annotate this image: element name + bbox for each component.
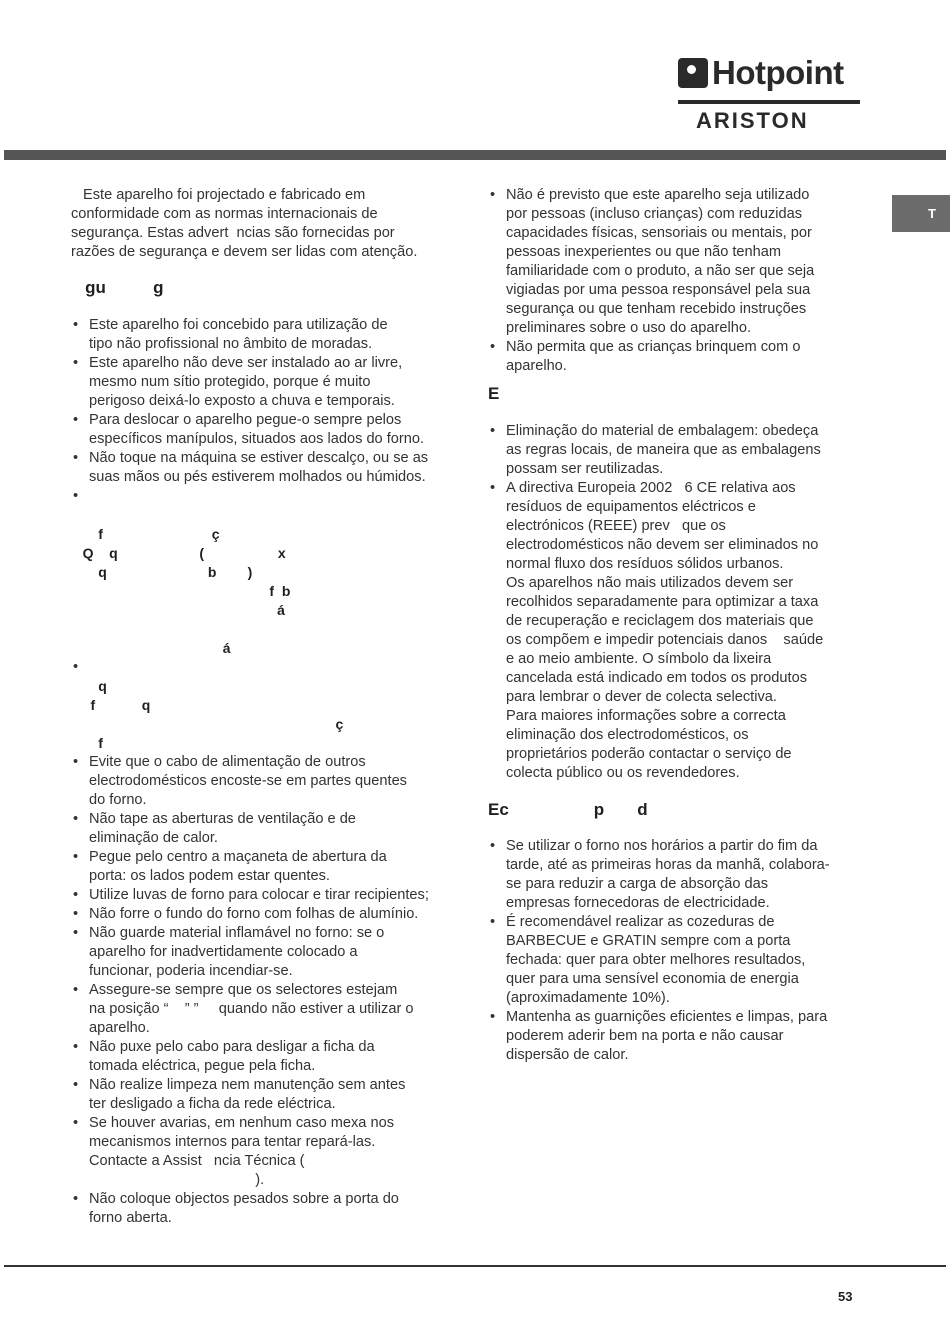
list-item-line: poderem aderir bem na porta e não causar xyxy=(506,1028,784,1044)
list-item-line: mecanismos internos para tentar repará-las. xyxy=(89,1134,376,1150)
list-item xyxy=(71,1076,449,1114)
list-item-line: (aproximadamente 10%). xyxy=(506,990,670,1006)
bullet-icon: • xyxy=(73,982,79,998)
footer-divider xyxy=(4,1265,946,1267)
bullet-icon: • xyxy=(73,849,79,865)
list-item-line: suas mãos ou pés estiverem molhados ou húmidos. xyxy=(89,469,426,485)
list-item-line: Este aparelho foi concebido para utilização de xyxy=(89,317,388,333)
list-item xyxy=(71,848,449,886)
garbled-line xyxy=(71,658,449,677)
list-item xyxy=(71,449,449,487)
list-item-line: resíduos de equipamentos eléctricos e xyxy=(506,499,756,515)
list-item xyxy=(71,1038,449,1076)
list-item-line: pessoas inexperientes ou que não tenham xyxy=(506,244,782,260)
list-item-line: quer para uma sensível economia de energia xyxy=(506,971,799,987)
right-column xyxy=(488,186,860,1065)
list-item xyxy=(488,1008,860,1065)
list-item-line: Os aparelhos não mais utilizados devem ser xyxy=(506,575,794,591)
brand-sub: ARISTON xyxy=(696,108,809,133)
garbled-line: f b xyxy=(71,583,291,599)
list-item-line: funcionar, poderia incendiar-se. xyxy=(89,963,293,979)
bullet-icon: • xyxy=(490,480,496,496)
safety-list-3 xyxy=(488,186,860,376)
intro-paragraph xyxy=(71,186,449,262)
list-item-line: as regras locais, de maneira que as embalagens xyxy=(506,442,821,458)
garbled-line: q xyxy=(71,678,107,694)
list-item xyxy=(71,658,449,753)
list-item-line: Não forre o fundo do forno com folhas de alumínio. xyxy=(89,906,419,922)
list-item-line: Se utilizar o forno nos horários a partir do fim da xyxy=(506,838,818,854)
list-item-line: para lembrar o dever de colecta selectiva. xyxy=(506,689,777,705)
list-item-line: Não puxe pelo cabo para desligar a ficha da xyxy=(89,1039,375,1055)
list-item xyxy=(488,913,860,1008)
list-item-line: na posição “ ” ” quando não estiver a utilizar o xyxy=(89,1001,414,1017)
garbled-line: f q xyxy=(71,697,151,713)
list-item-line: capacidades físicas, sensoriais ou mentais, por xyxy=(506,225,812,241)
garbled-line: f xyxy=(71,735,103,751)
intro-line: conformidade com as normas internacionais de xyxy=(71,206,378,222)
list-item-line: Não coloque objectos pesados sobre a porta do xyxy=(89,1191,399,1207)
bullet-icon: • xyxy=(73,1077,79,1093)
disposal-list xyxy=(488,422,860,783)
garbled-line: á xyxy=(71,640,231,656)
list-item-line: Não toque na máquina se estiver descalço, ou se as xyxy=(89,450,429,466)
bullet-icon: • xyxy=(73,1039,79,1055)
list-item-line: específicos manípulos, situados aos lados do forno. xyxy=(89,431,425,447)
list-item-line: tarde, até as primeiras horas da manhã, colabora- xyxy=(506,857,830,873)
safety-list-garbled xyxy=(71,658,449,753)
list-item-line: É recomendável realizar as cozeduras de xyxy=(506,914,775,930)
bullet-icon: • xyxy=(73,754,79,770)
header-band xyxy=(4,150,946,160)
list-item xyxy=(71,354,449,411)
bullet-icon: • xyxy=(490,339,496,355)
list-item xyxy=(71,316,449,354)
list-item xyxy=(488,186,860,338)
list-item-line: recolhidos separadamente para optimizar a taxa xyxy=(506,594,819,610)
brand-name: Hotpoint xyxy=(712,54,844,91)
list-item-line: Eliminação do material de embalagem: obedeça xyxy=(506,423,819,439)
garbled-line: f ç xyxy=(71,526,220,542)
list-item xyxy=(71,886,449,905)
page-number: 53 xyxy=(838,1289,853,1304)
list-item-line: segurança ou que tenham recebido instruções xyxy=(506,301,807,317)
list-item-line: eliminação de calor. xyxy=(89,830,218,846)
language-tab xyxy=(892,195,950,232)
list-item xyxy=(488,422,860,479)
left-column xyxy=(71,186,449,1228)
list-item-line: porta: os lados podem estar quentes. xyxy=(89,868,330,884)
list-item-line: os compõem e impedir potenciais danos saúde xyxy=(506,632,824,648)
list-item-line: tipo não profissional no âmbito de moradas. xyxy=(89,336,373,352)
bullet-icon: • xyxy=(73,659,79,675)
list-item-line: aparelho for inadvertidamente colocado a xyxy=(89,944,358,960)
list-item-line: Não permita que as crianças brinquem com o xyxy=(506,339,801,355)
list-item-line: e ao meio ambiente. O símbolo da lixeira xyxy=(506,651,772,667)
list-item-line: Assegure-se sempre que os selectores estejam xyxy=(89,982,398,998)
brand-logo xyxy=(678,54,862,134)
list-item xyxy=(71,981,449,1038)
list-item-line: possam ser reutilizadas. xyxy=(506,461,664,477)
list-item-line: electrodomésticos encoste-se em partes quentes xyxy=(89,773,407,789)
garbled-line: q b ) xyxy=(71,564,253,580)
list-item-line: ter desligado a ficha da rede eléctrica. xyxy=(89,1096,336,1112)
bullet-icon: • xyxy=(73,906,79,922)
list-item xyxy=(71,810,449,848)
list-item-line: A directiva Europeia 2002 6 CE relativa aos xyxy=(506,480,796,496)
bullet-icon: • xyxy=(73,412,79,428)
bullet-icon: • xyxy=(73,811,79,827)
list-item xyxy=(71,1190,449,1228)
bullet-icon: • xyxy=(490,1009,496,1025)
list-item-line: electrónicos (REEE) prev que os xyxy=(506,518,726,534)
list-item-line: Se houver avarias, em nenhum caso mexa nos xyxy=(89,1115,395,1131)
list-item-line: eliminação dos electrodomésticos, os xyxy=(506,727,749,743)
bullet-icon: • xyxy=(73,355,79,371)
bullet-icon: • xyxy=(490,838,496,854)
bullet-icon: • xyxy=(73,887,79,903)
list-item-line: Não realize limpeza nem manutenção sem antes xyxy=(89,1077,406,1093)
list-item xyxy=(71,905,449,924)
list-item-line: de recuperação e reciclagem dos materiais que xyxy=(506,613,814,629)
list-item xyxy=(71,1114,449,1190)
bullet-icon: • xyxy=(490,914,496,930)
garbled-line: Q q ( x xyxy=(71,545,286,561)
list-item-line xyxy=(89,487,449,506)
garbled-line xyxy=(71,506,449,525)
list-item-line: mesmo num sítio protegido, porque é muito xyxy=(89,374,371,390)
list-item xyxy=(488,338,860,376)
list-item xyxy=(488,479,860,783)
list-item xyxy=(71,487,449,506)
language-tab-label: T xyxy=(928,206,936,221)
list-item xyxy=(71,411,449,449)
bullet-icon: • xyxy=(73,450,79,466)
list-item-line: Não guarde material inflamável no forno: se o xyxy=(89,925,385,941)
list-item-line: normal fluxo dos resíduos sólidos urbanos. xyxy=(506,556,784,572)
list-item-line: aparelho. xyxy=(89,1020,150,1036)
list-item-line: ). xyxy=(89,1172,265,1188)
intro-line: Este aparelho foi projectado e fabricado em xyxy=(83,187,366,203)
garbled-block-1 xyxy=(71,506,449,658)
list-item-line: proprietários poderão contactar o serviço de xyxy=(506,746,792,762)
list-item-line: se para reduzir a carga de absorção das xyxy=(506,876,769,892)
list-item-line: empresas fornecedoras de electricidade. xyxy=(506,895,770,911)
garbled-line: á xyxy=(71,602,285,618)
list-item-line: colecta público ou os revendedores. xyxy=(506,765,740,781)
list-item xyxy=(71,924,449,981)
list-item-line: Para deslocar o aparelho pegue-o sempre pelos xyxy=(89,412,402,428)
list-item-line: do forno. xyxy=(89,792,147,808)
garbled-line: ç xyxy=(71,716,344,732)
hotpoint-logo-icon xyxy=(678,58,708,88)
list-item-line: Contacte a Assist ncia Técnica ( xyxy=(89,1153,305,1169)
bullet-icon: • xyxy=(73,1191,79,1207)
list-item-line: Não tape as aberturas de ventilação e de xyxy=(89,811,356,827)
list-item-line: cancelada está indicado em todos os produtos xyxy=(506,670,807,686)
list-item-line: Pegue pelo centro a maçaneta de abertura da xyxy=(89,849,387,865)
list-item-line: aparelho. xyxy=(506,358,567,374)
list-item-line: electrodomésticos não devem ser eliminados no xyxy=(506,537,819,553)
list-item-line: Não é previsto que este aparelho seja utilizado xyxy=(506,187,810,203)
disposal-heading: E xyxy=(488,384,500,403)
list-item-line: Utilize luvas de forno para colocar e tirar recipientes; xyxy=(89,887,429,903)
energy-heading: Ec p d xyxy=(488,800,648,819)
bullet-icon: • xyxy=(490,423,496,439)
list-item xyxy=(71,753,449,810)
list-item-line: Evite que o cabo de alimentação de outros xyxy=(89,754,366,770)
list-item-line: tomada eléctrica, pegue pela ficha. xyxy=(89,1058,316,1074)
list-item-line: vigiadas por uma pessoa responsável pela sua xyxy=(506,282,811,298)
list-item xyxy=(488,837,860,913)
bullet-icon: • xyxy=(73,488,79,504)
list-item-line: dispersão de calor. xyxy=(506,1047,629,1063)
garbled-line xyxy=(71,620,449,639)
bullet-icon: • xyxy=(73,925,79,941)
list-item-line: familiaridade com o produto, a não ser que seja xyxy=(506,263,815,279)
intro-line: segurança. Estas advert ncias são fornecidas por xyxy=(71,225,395,241)
list-item-line: Este aparelho não deve ser instalado ao ar livre, xyxy=(89,355,403,371)
list-item-line: preliminares sobre o uso do aparelho. xyxy=(506,320,751,336)
list-item-line: fechada: quer para obter melhores resultados, xyxy=(506,952,806,968)
safety-list-1 xyxy=(71,316,449,506)
list-item-line: BARBECUE e GRATIN sempre com a porta xyxy=(506,933,791,949)
list-item-line: Para maiores informações sobre a correcta xyxy=(506,708,786,724)
safety-heading: gu g xyxy=(71,278,164,297)
list-item-line: por pessoas (incluso crianças) com reduzidas xyxy=(506,206,803,222)
bullet-icon: • xyxy=(73,317,79,333)
list-item-line: perigoso deixá-lo exposto a chuva e temporais. xyxy=(89,393,395,409)
bullet-icon: • xyxy=(73,1115,79,1131)
list-item-line: forno aberta. xyxy=(89,1210,172,1226)
intro-line: razões de segurança e devem ser lidas com atenção. xyxy=(71,244,418,260)
list-item-line: Mantenha as guarnições eficientes e limpas, para xyxy=(506,1009,828,1025)
energy-list xyxy=(488,837,860,1065)
bullet-icon: • xyxy=(490,187,496,203)
brand-divider xyxy=(678,100,860,104)
safety-list-2 xyxy=(71,753,449,1228)
